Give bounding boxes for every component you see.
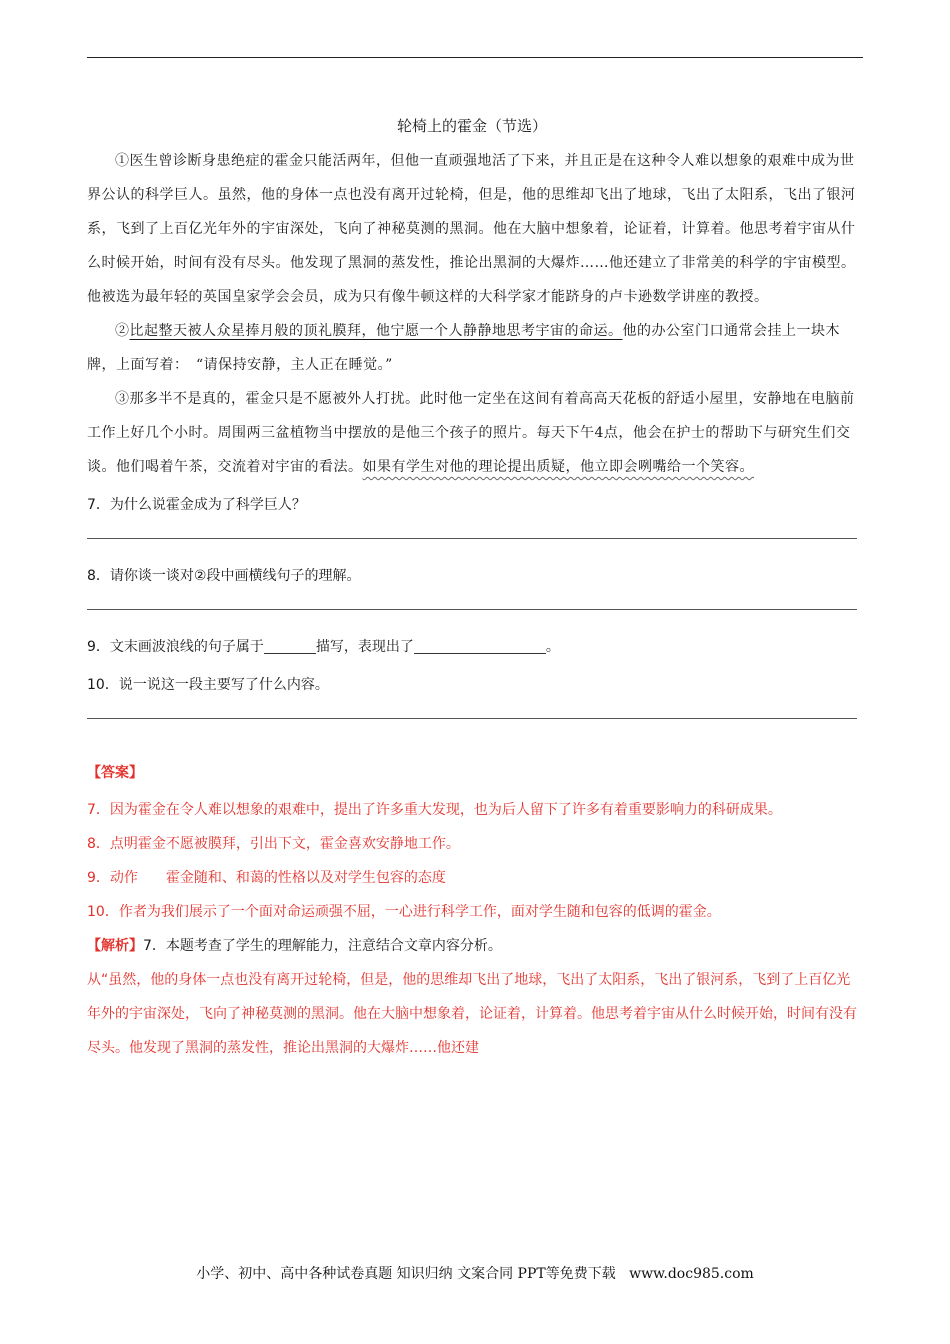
analysis-intro: 7．本题考查了学生的理解能力，注意结合文章内容分析。 (143, 938, 502, 954)
underlined-sentence: 比起整天被人众星捧月般的顶礼膜拜，他宁愿一个人静静地思考宇宙的命运。 (129, 323, 623, 339)
answer-line-10[interactable] (87, 718, 857, 719)
paragraph-2-rest: 他的办公室门口通常会挂上一块木牌，上面写着： “请保持安静，主人正在睡觉。” (87, 323, 840, 373)
answer-9-part-b: 霍金随和、和蔼的性格以及对学生包容的态度 (165, 870, 446, 886)
wavy-sentence: 如果有学生对他的理论提出质疑，他立即会咧嘴给一个笑容。 (362, 459, 754, 475)
footer-url[interactable]: www.doc985.com (629, 1266, 754, 1282)
analysis-first-line (87, 929, 857, 963)
question-9-blank-1[interactable] (264, 637, 316, 654)
paragraph-2 (87, 314, 857, 382)
answer-line-8[interactable] (87, 609, 857, 610)
paragraph-3-text: ③那多半不是真的，霍金只是不愿被外人打扰。此时他一定坐在这间有着高高天花板的舒适小屋里，安静地在电脑前工作上好几个小时。周围两三盆植物当中摆放的是他三个孩子的照片。每天下午4点，他会在护士的帮助下与研究生们交谈。他们喝着午茶，交流着对宇宙的看法。 (87, 391, 855, 475)
page-footer (0, 1263, 950, 1283)
question-9-blank-2[interactable] (414, 637, 546, 654)
header-rule (87, 57, 863, 58)
analysis-body: 从“虽然，他的身体一点也没有离开过轮椅，但是，他的思维却飞出了地球，飞出了太阳系，飞出了银河系，飞到了上百亿光年外的宇宙深处，飞向了神秘莫测的黑洞。他在大脑中想象着，论证着，计算着。他思考着宇宙从什么时候开始，时间有没有尽头。他发现了黑洞的蒸发性，推论出黑洞的大爆炸……他还建 (87, 972, 857, 1056)
analysis-label: 【解析】 (87, 938, 143, 954)
question-10: 10．说一说这一段主要写了什么内容。 (87, 677, 329, 693)
answer-line-7[interactable] (87, 538, 857, 539)
paragraph-2-number: ② (115, 323, 130, 339)
answer-7: 7．因为霍金在令人难以想象的艰难中，提出了许多重大发现，也为后人留下了许多有着重要影响力的科研成果。 (87, 802, 782, 818)
question-9 (87, 632, 857, 662)
paragraph-3 (87, 382, 857, 484)
answer-10: 10．作者为我们展示了一个面对命运顽强不屈，一心进行科学工作，面对学生随和包容的低调的霍金。 (87, 904, 721, 920)
paragraph-1: ①医生曾诊断身患绝症的霍金只能活两年，但他一直顽强地活了下来，并且正是在这种令人难以想象的艰难中成为世界公认的科学巨人。虽然，他的身体一点也没有离开过轮椅，但是，他的思维却飞出了地球，飞出了太阳系，飞出了银河系，飞到了上百亿光年外的宇宙深处，飞向了神秘莫测的黑洞。他在大脑中想象着，论证着，计算着。他思考着宇宙从什么时候开始，时间有没有尽头。他发现了黑洞的蒸发性，推论出黑洞的大爆炸……他还建立了非常美的科学的宇宙模型。他被选为最年轻的英国皇家学会会员，成为只有像牛顿这样的大科学家才能跻身的卢卡逊数学讲座的教授。 (87, 153, 856, 305)
question-7: 7．为什么说霍金成为了科学巨人？ (87, 497, 306, 513)
answer-9-part-a: 9．动作 (87, 870, 138, 886)
question-8: 8．请你谈一谈对②段中画横线句子的理解。 (87, 568, 361, 584)
question-9-text-c: 。 (545, 639, 560, 655)
document-body (87, 112, 857, 1065)
question-9-text-b: 描写，表现出了 (315, 639, 414, 655)
answer-9 (87, 861, 857, 895)
question-9-text-a: 9．文末画波浪线的句子属于 (87, 639, 264, 655)
passage-title: 轮椅上的霍金（节选） (396, 117, 547, 135)
footer-text: 小学、初中、高中各种试卷真题 知识归纳 文案合同 PPT等免费下载 (196, 1266, 616, 1282)
answer-heading: 【答案】 (87, 765, 143, 781)
answer-8: 8．点明霍金不愿被膜拜，引出下文，霍金喜欢安静地工作。 (87, 836, 460, 852)
